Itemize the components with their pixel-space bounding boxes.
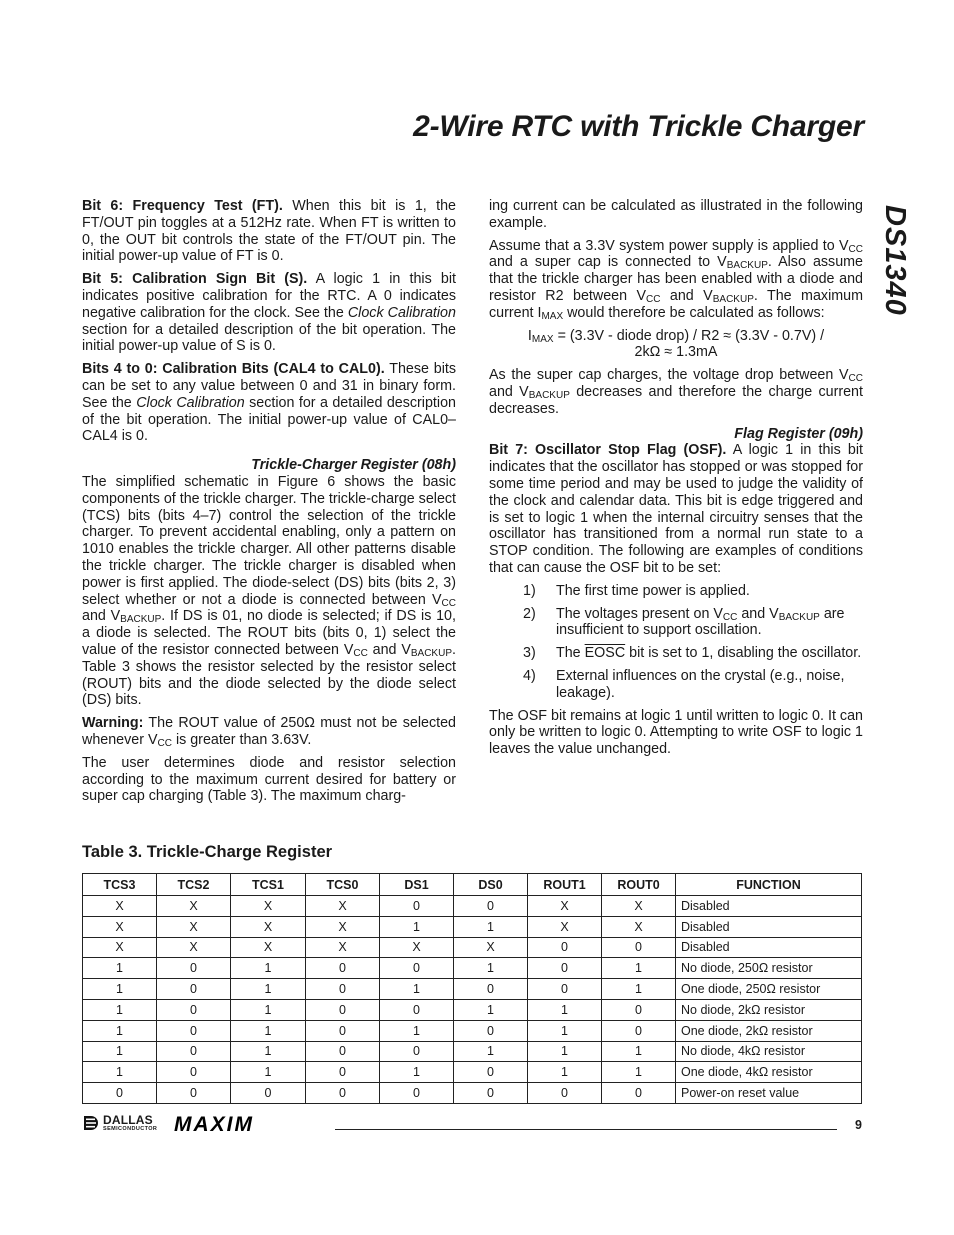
function-cell: No diode, 250Ω resistor <box>676 958 862 979</box>
bit-cell: 0 <box>157 999 231 1020</box>
osf-final-paragraph: The OSF bit remains at logic 1 until written to logic 0. It can only be written to logic 0. Attempting to write OSF to logic 1 leaves the value unchanged. <box>489 707 863 758</box>
bit-cell: 1 <box>602 1041 676 1062</box>
bit-cell: X <box>83 896 157 917</box>
bit-cell: X <box>528 896 602 917</box>
bit-cell: 1 <box>380 979 454 1000</box>
bit-cell: X <box>306 896 380 917</box>
right-column <box>489 198 863 764</box>
bit-cell: 1 <box>231 979 306 1000</box>
column-header: ROUT0 <box>602 874 676 896</box>
bit-cell: 1 <box>380 916 454 937</box>
table-row <box>83 1062 862 1083</box>
bit-cell: 1 <box>602 958 676 979</box>
trickle-charger-heading: Trickle-Charger Register (08h) <box>251 457 456 474</box>
bit-cell: 0 <box>380 1041 454 1062</box>
dallas-logo-icon <box>82 1114 100 1132</box>
maxim-logo <box>174 1114 326 1134</box>
column-header: FUNCTION <box>676 874 862 896</box>
bit-cell: 0 <box>306 1041 380 1062</box>
column-header: DS1 <box>380 874 454 896</box>
table-row <box>83 1020 862 1041</box>
bit-cell: X <box>231 937 306 958</box>
function-cell: No diode, 2kΩ resistor <box>676 999 862 1020</box>
bit-cell: 0 <box>602 937 676 958</box>
bit-cell: 1 <box>231 1041 306 1062</box>
column-header: DS0 <box>454 874 528 896</box>
function-cell: Disabled <box>676 916 862 937</box>
function-cell: No diode, 4kΩ resistor <box>676 1041 862 1062</box>
bit-cell: X <box>83 916 157 937</box>
bit-cell: 0 <box>306 958 380 979</box>
list-item: 4) External influences on the crystal (e.g., noise, leakage). <box>523 667 845 701</box>
bit-cell: 0 <box>602 1083 676 1104</box>
bit-cell: 0 <box>157 958 231 979</box>
super-cap-paragraph: As the super cap charges, the voltage drop between $V_{CC}$ and $V_{BACKUP}$ decreases and therefore the charge current decreases. <box>489 367 863 417</box>
bit-cell: 0 <box>454 1020 528 1041</box>
column-header: TCS0 <box>306 874 380 896</box>
bit-cell: 0 <box>380 896 454 917</box>
user-selection-paragraph: The user determines diode and resistor selection according to the maximum current desired for battery or super cap charging (Table 3). The maximum charg- <box>82 754 456 805</box>
bit-cell: 1 <box>231 1020 306 1041</box>
bit-cell: 1 <box>602 1062 676 1083</box>
table-header-row <box>83 874 862 896</box>
bit-cell: 0 <box>306 1062 380 1083</box>
bit-cell: 0 <box>454 1083 528 1104</box>
flag-register-heading: Flag Register (09h) <box>734 425 863 442</box>
bit-cell: 1 <box>83 958 157 979</box>
table-row <box>83 979 862 1000</box>
function-cell: Disabled <box>676 896 862 917</box>
function-cell: One diode, 2kΩ resistor <box>676 1020 862 1041</box>
bit-cell: X <box>231 896 306 917</box>
bit-cell: 1 <box>528 999 602 1020</box>
table-title: Table 3. Trickle-Charge Register <box>82 843 333 861</box>
bit-cell: X <box>306 916 380 937</box>
bit-cell: 0 <box>528 979 602 1000</box>
warning-paragraph: Warning: The ROUT value of 250Ω must not be selected whenever $V_{CC}$ is greater than 3.63V. <box>82 715 456 749</box>
bit-cell: 0 <box>157 1041 231 1062</box>
bit-cell: 1 <box>454 1041 528 1062</box>
column-header: ROUT1 <box>528 874 602 896</box>
svg-text:MAXIM: MAXIM <box>174 1114 254 1134</box>
column-header: TCS1 <box>231 874 306 896</box>
bit-cell: X <box>157 896 231 917</box>
footer-rule <box>335 1129 837 1130</box>
bit-cell: 1 <box>83 979 157 1000</box>
bit-cell: 0 <box>602 1020 676 1041</box>
dallas-logo: DALLAS SEMICONDUCTOR <box>82 1114 157 1133</box>
bit-cell: 1 <box>83 1041 157 1062</box>
trickle-charge-table <box>82 873 862 1104</box>
bit-cell: X <box>454 937 528 958</box>
bit-cell: 1 <box>83 1020 157 1041</box>
ft-paragraph: Bit 6: Frequency Test (FT). When this bit is 1, the FT/OUT pin toggles at a 512Hz rate. When FT is written to 0, the OUT bit controls the state of the FT/OUT pin. The initial power-up value of FT is 0. <box>82 198 456 265</box>
table-row <box>83 1041 862 1062</box>
calibration-bits-paragraph: Bits 4 to 0: Calibration Bits (CAL4 to CAL0). These bits can be set to any value between 0 and 31 in binary form. See the Clock Calibration section for a detailed description of the bit operation. The initial power-up value of CAL0–CAL4 is 0. <box>82 361 456 445</box>
bit-cell: 1 <box>454 999 528 1020</box>
imax-equation: $I_{MAX} = (3.3V$ - diode drop) / R2 ≈ (3.3V - 0.7V) / 2kΩ ≈ 1.3mA <box>527 327 825 361</box>
bit-cell: X <box>306 937 380 958</box>
bit-cell: 1 <box>528 1041 602 1062</box>
bit-cell: 0 <box>454 979 528 1000</box>
bit-cell: X <box>157 916 231 937</box>
function-cell: Disabled <box>676 937 862 958</box>
bit-cell: 0 <box>528 1083 602 1104</box>
left-column <box>82 198 456 811</box>
trickle-charger-paragraph: The simplified schematic in Figure 6 shows the basic components of the trickle charger. The trickle-charge select (TCS) bits (bits 4–7) control the selection of the trickle charger. To prevent accidental enabling, only a pattern on 1010 enables the trickle charger. All other patterns disable the trickle charger. The trickle charger is disabled when power is first applied. The diode-select (DS) bits (bits 2, 3) select whether or not a diode is connected between $V_{CC}$ and $V_{BACKUP}$. If DS is 01, no diode is selected; if DS is 10, a diode is selected. The ROUT bits (bits 0, 1) select the value of the resistor connected between $V_{CC}$ and $V_{BACKUP}$. Table 3 shows the resistor selected by the resistor select (ROUT) bits and the diode selected by the diode select (DS) bits. <box>82 473 457 709</box>
bit-cell: 0 <box>454 1062 528 1083</box>
example-paragraph: Assume that a 3.3V system power supply is applied to $V_{CC}$ and a super cap is connected to $V_{BACKUP}$. Also assume that the trickle charger has been enabled with a diode and resistor R2 between $V_{CC}$ and $V_{BACKUP}$. The maximum current $I_{MAX}$ would therefore be calculated as follows: <box>489 237 864 322</box>
bit-cell: 1 <box>83 1062 157 1083</box>
bit-cell: 0 <box>306 1020 380 1041</box>
bit-cell: 1 <box>528 1062 602 1083</box>
bit-cell: 0 <box>157 1062 231 1083</box>
bit-cell: 0 <box>528 958 602 979</box>
table-row <box>83 896 862 917</box>
table-row <box>83 937 862 958</box>
page-title: 2-Wire RTC with Trickle Charger <box>413 110 864 143</box>
bit-cell: 0 <box>157 979 231 1000</box>
bit-cell: X <box>602 896 676 917</box>
charging-current-paragraph: ing current can be calculated as illustrated in the following example. <box>489 198 863 231</box>
function-cell: Power-on reset value <box>676 1083 862 1104</box>
column-header: TCS3 <box>83 874 157 896</box>
bit-cell: X <box>231 916 306 937</box>
table-row <box>83 916 862 937</box>
list-item: 2) The voltages present on $V_{CC}$ and $V_{BACKUP}$ are insufficient to support oscillation. <box>523 605 845 639</box>
bit-cell: 0 <box>454 896 528 917</box>
bit-cell: 1 <box>380 1062 454 1083</box>
bit-cell: X <box>83 937 157 958</box>
table-row <box>83 958 862 979</box>
bit-cell: 1 <box>454 916 528 937</box>
bit-cell: 0 <box>231 1083 306 1104</box>
page-footer <box>82 1113 862 1135</box>
page-number: 9 <box>855 1118 862 1132</box>
bit-cell: X <box>602 916 676 937</box>
bit-cell: 0 <box>528 937 602 958</box>
bit-cell: 1 <box>454 958 528 979</box>
bit-cell: 0 <box>306 999 380 1020</box>
function-cell: One diode, 250Ω resistor <box>676 979 862 1000</box>
bit-cell: 1 <box>528 1020 602 1041</box>
osf-paragraph: Bit 7: Oscillator Stop Flag (OSF). A logic 1 in this bit indicates that the oscillator has stopped or was stopped for some time period and may be used to judge the validity of the clock and calendar data. This bit is edge triggered and is set to logic 1 when the internal circuitry senses that the oscillator has transitioned from a normal run state to a STOP condition. The following are examples of conditions that can cause the OSF bit to be set: <box>489 442 863 576</box>
list-item: 3) The EOSC bit is set to 1, disabling the oscillator. <box>523 645 862 662</box>
column-header: TCS2 <box>157 874 231 896</box>
bit-cell: X <box>157 937 231 958</box>
bit-cell: 0 <box>157 1083 231 1104</box>
bit-cell: 0 <box>306 1083 380 1104</box>
bit-cell: 1 <box>380 1020 454 1041</box>
bit-cell: 1 <box>231 1062 306 1083</box>
bit-cell: 0 <box>306 979 380 1000</box>
table-row <box>83 999 862 1020</box>
bit-cell: 1 <box>231 958 306 979</box>
bit-cell: 0 <box>380 958 454 979</box>
bit-cell: 1 <box>231 999 306 1020</box>
list-item: 1) The first time power is applied. <box>523 582 750 599</box>
bit-cell: 0 <box>380 999 454 1020</box>
bit-cell: X <box>380 937 454 958</box>
osf-conditions-list <box>489 583 863 702</box>
table-row <box>83 1083 862 1104</box>
bit-cell: 0 <box>83 1083 157 1104</box>
bit-cell: 0 <box>602 999 676 1020</box>
part-number-tab: DS1340 <box>879 205 911 316</box>
sign-bit-paragraph: Bit 5: Calibration Sign Bit (S). A logic 1 in this bit indicates positive calibration for the RTC. A 0 indicates negative calibration for the clock. See the Clock Calibration section for a detailed description of the bit operation. The initial power-up value of S is 0. <box>82 271 456 355</box>
bit-cell: 1 <box>602 979 676 1000</box>
function-cell: One diode, 4kΩ resistor <box>676 1062 862 1083</box>
bit-cell: 1 <box>83 999 157 1020</box>
bit-cell: 0 <box>157 1020 231 1041</box>
bit-cell: X <box>528 916 602 937</box>
bit-cell: 0 <box>380 1083 454 1104</box>
